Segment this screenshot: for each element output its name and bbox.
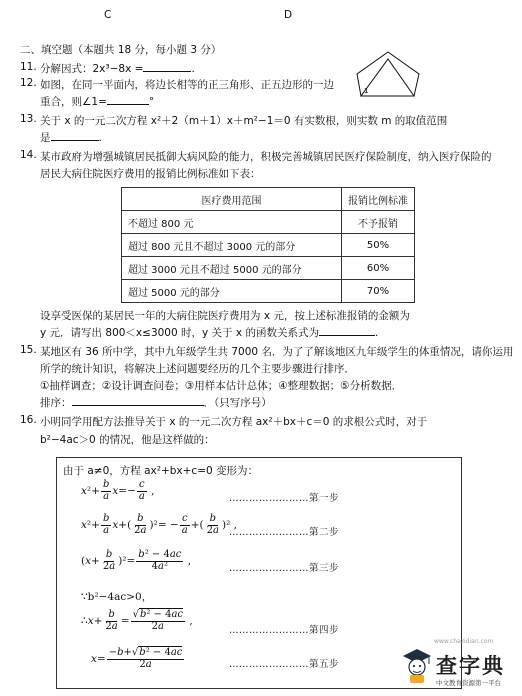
derivation-step-5 [229, 656, 339, 670]
step-label: 第四步 [309, 625, 340, 636]
derivation-step-1 [229, 490, 339, 504]
q13-tail: . [98, 132, 102, 144]
q13-line1: 关于 x 的一元二次方程 x²＋2（m＋1）x＋m²−1＝0 有实数根，则实数 m 的取值范围 [40, 115, 448, 127]
derivation-equation-4: ∴x+ $\frac{b}{2a}$ = $\frac{\text{√b² − 4ac}}{2a}$ , [81, 609, 193, 632]
q12-line1: 如图，在同一平面内，将边长相等的正三角形、正五边形的一边 [40, 79, 334, 91]
option-d-label: D [284, 9, 293, 21]
q11-stem: 分解因式：2x³−8x = [40, 63, 144, 75]
q11-text [40, 61, 195, 76]
step-label: 第一步 [309, 493, 340, 504]
q12-number: 12. [20, 77, 37, 89]
derivation-equation-2: x²+ $\frac{b}{a}$ x+( $\frac{b}{2a}$ )²= − $\frac{c}{a}$ +( $\frac{b}{2a}$ )² , [81, 513, 237, 536]
table-row [122, 234, 415, 257]
q15-tail: ．（只写序号） [203, 397, 272, 409]
derivation-equation-3: (x+ $\frac{b}{2a}$ )²= $\frac{\text{b² − 4ac}}{\text{4a²}}$ , [81, 549, 192, 572]
q16-line1: 小明同学用配方法推导关于 x 的一元二次方程 ax²＋bx＋c＝0 的求根公式时，对于 [40, 416, 428, 428]
q14-number: 14. [20, 149, 37, 161]
q14-line1: 某市政府为增强城镇居民抵御大病风险的能力，积极完善城镇居民医疗保险制度，纳入医疗保险的 [40, 151, 492, 163]
q15-line4 [40, 395, 272, 410]
q11-number: 11. [20, 61, 37, 73]
table-cell: 超过 3000 元且不超过 5000 元的部分 [122, 257, 342, 280]
derivation-condition: ∵b²−4ac>0， [81, 591, 153, 603]
table-cell: 超过 800 元且不超过 3000 元的部分 [122, 234, 342, 257]
q14-after1: 设享受医保的某居民一年的大病住院医疗费用为 x 元，按上述标准报销的金额为 [40, 310, 410, 322]
q13-line2 [40, 130, 102, 145]
derivation-step-3 [229, 560, 339, 574]
q16-number: 16. [20, 414, 37, 426]
watermark-logo [400, 638, 518, 692]
watermark-url: www.chazidian.com [434, 638, 494, 645]
q12-answer-blank[interactable] [107, 94, 149, 105]
q13-stem: 是 [40, 132, 51, 144]
table-row [122, 257, 415, 280]
table-header-row [122, 188, 415, 211]
q14-answer-blank[interactable] [319, 325, 375, 336]
q14-line2: 居民大病住院医疗费用的报销比例标准如下表： [40, 168, 261, 180]
table-cell: 70% [342, 280, 415, 303]
q15-answer-blank[interactable] [72, 395, 204, 406]
q12-stem: 重合，则∠1= [40, 96, 107, 108]
table-cell: 60% [342, 257, 415, 280]
option-c-label: C [104, 9, 112, 21]
leader-dots: …………………… [229, 563, 309, 574]
step-label: 第三步 [309, 563, 340, 574]
table-header-cell: 医疗费用范围 [122, 188, 342, 211]
derivation-equation-1: x²+ $\frac{b}{a}$ x=− $\frac{c}{a}$ , [81, 479, 155, 502]
q14-tail: . [374, 327, 379, 339]
q15-stem: 排序： [40, 397, 72, 409]
graduate-mascot-icon [400, 644, 434, 684]
leader-dots: …………………… [229, 527, 309, 538]
q15-line3: ①抽样调查；②设计调查问卷；③用样本估计总体；④整理数据；⑤分析数据． [40, 380, 403, 392]
table-cell: 超过 5000 元的部分 [122, 280, 342, 303]
derivation-step-2 [229, 524, 339, 538]
watermark-brand: 查字典 [436, 654, 505, 678]
leader-dots: …………………… [229, 493, 309, 504]
derivation-intro: 由于 a≠0，方程 ax²+bx+c=0 变形为： [63, 465, 259, 477]
q14-stem: y 元．请写出 800＜x≤3000 时，y 关于 x 的函数关系式为 [40, 327, 319, 339]
table-row [122, 280, 415, 303]
q11-tail: . [191, 63, 195, 75]
q12-angle-label: 1 [364, 87, 369, 95]
q15-line1: 某地区有 36 所中学，其中九年级学生共 7000 名．为了了解该地区九年级学生的体重情况，请你运用 [40, 346, 514, 358]
leader-dots: …………………… [229, 659, 309, 670]
table-cell: 不超过 800 元 [122, 211, 342, 234]
table-header-cell: 报销比例标准 [342, 188, 415, 211]
watermark-slogan: 中文教育资源第一平台 [436, 679, 501, 687]
step-label: 第五步 [309, 659, 340, 670]
table-cell: 50% [342, 234, 415, 257]
q15-line2: 所学的统计知识，将解决上述问题要经历的几个主要步骤进行排序． [40, 363, 355, 375]
q12-degree: ° [148, 96, 155, 108]
leader-dots: …………………… [229, 625, 309, 636]
derivation-step-4 [229, 622, 339, 636]
step-label: 第二步 [309, 527, 340, 538]
q15-number: 15. [20, 344, 37, 356]
q16-line2: b²−4ac＞0 的情况，他是这样做的： [40, 434, 215, 446]
table-row [122, 211, 415, 234]
derivation-equation-5: x= $\frac{\text{−b+√b² − 4ac}}{2a}$ [91, 647, 183, 670]
section-title: 二、填空题（本题共 18 分，每小题 3 分） [20, 44, 222, 56]
q11-answer-blank[interactable] [143, 61, 191, 72]
q12-figure [352, 49, 422, 109]
reimbursement-table [121, 187, 415, 303]
q12-line2 [40, 94, 154, 109]
q13-number: 13. [20, 113, 37, 125]
table-cell: 不予报销 [342, 211, 415, 234]
q14-after2 [40, 325, 378, 340]
q13-answer-blank[interactable] [51, 130, 99, 141]
